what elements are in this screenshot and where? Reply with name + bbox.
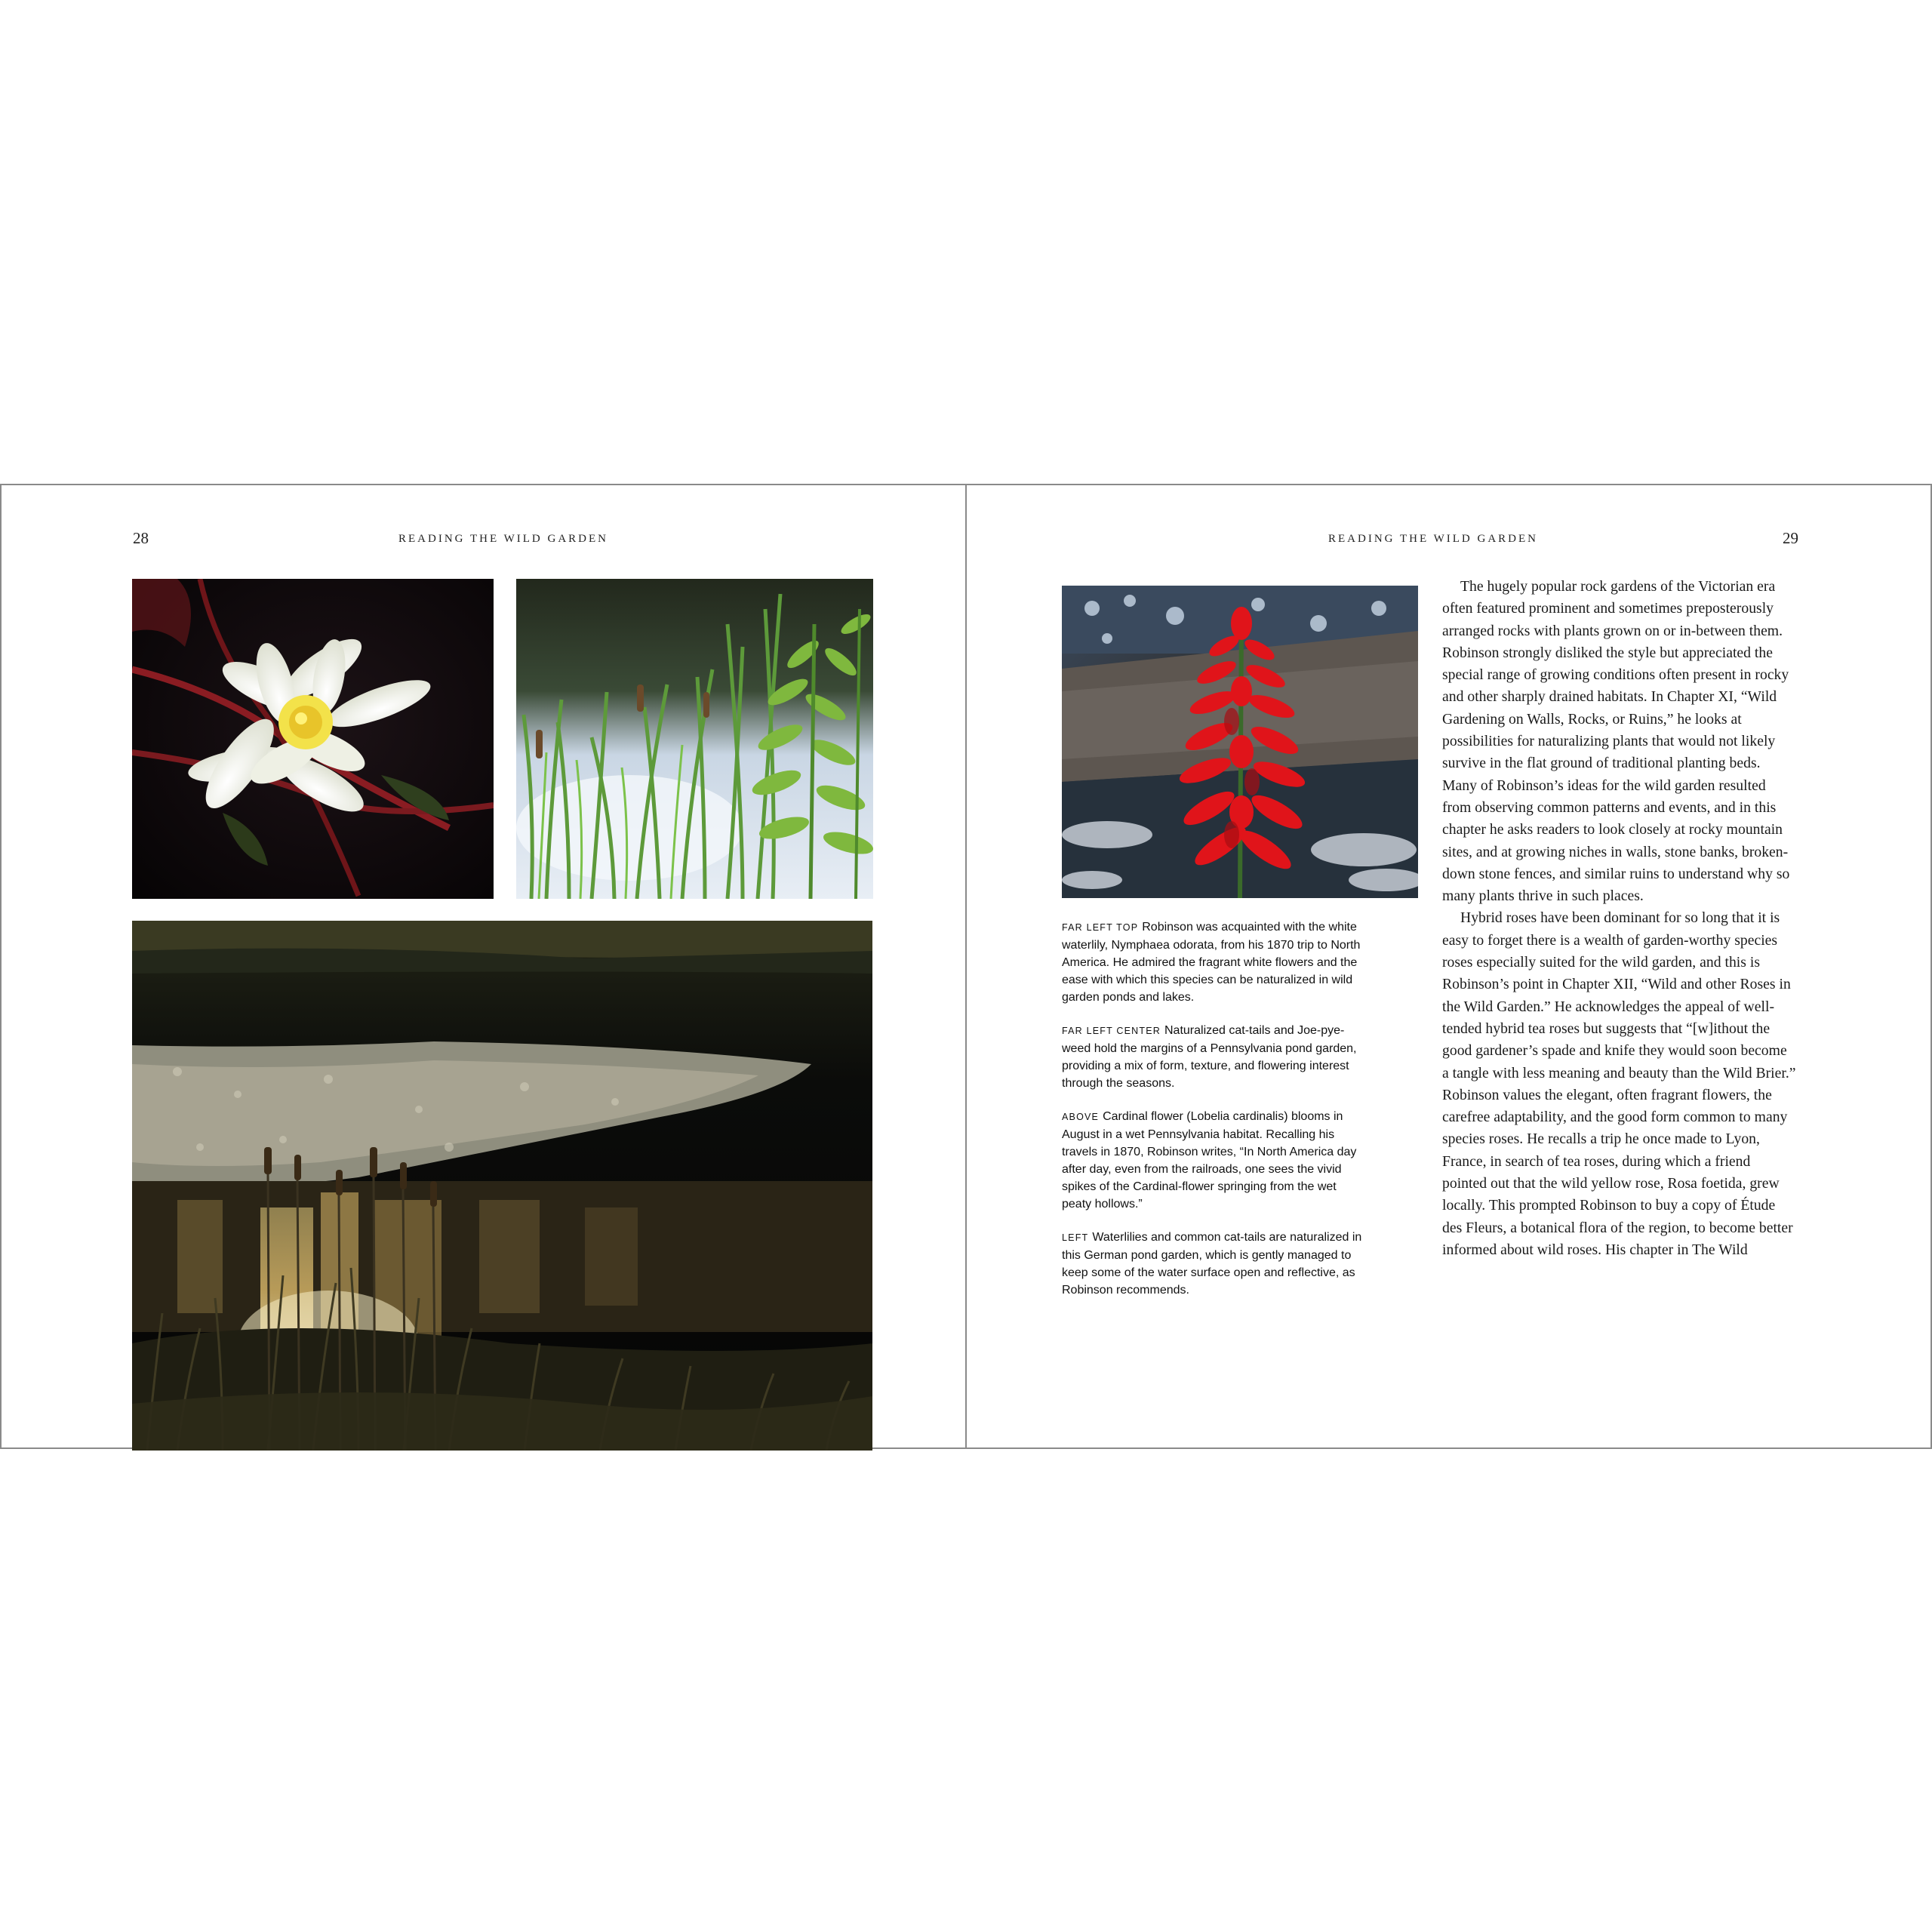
caption-left bbox=[1062, 1229, 1364, 1299]
page-number: 29 bbox=[1783, 529, 1798, 547]
caption-text: Waterlilies and common cat-tails are naturalized in this German pond garden, which is gently managed to keep some of the water surface open and reflective, as Robinson recommends. bbox=[1062, 1231, 1362, 1297]
body-paragraph: Hybrid roses have been dominant for so long that it is easy to forget there is a wealth of garden-worthy species roses especially suited for the wild garden, and this is Robinson’s point in Chapter XII, “Wild and other Roses in the Wild Garden.” He acknowledges the appeal of well-tended hybrid tea roses but suggests that “[w]ithout the good gardener’s spade and knife they would soon become a tangle with less meaning and beauty than the Wild Brier.” Robinson values the elegant, often fragrant flowers, the carefree adaptability, and the good form common to many species roses. He recalls a trip he once made to Lyon, France, in search of tea roses, during which a friend pointed out that the wild yellow rose, Rosa foetida, grew locally. This prompted Robinson to buy a copy of Étude des Fleurs, a botanical flora of the region, to become better informed about wild roses. His chapter in The Wild bbox=[1442, 909, 1796, 1258]
caption-above bbox=[1062, 1108, 1364, 1213]
caption-label: LEFT bbox=[1062, 1232, 1089, 1243]
body-paragraph: The hugely popular rock gardens of the Victorian era often featured prominent and sometimes preposterously arranged rocks with plants grown on or in-between them. Robinson strongly disliked the style but appreciated the special range of growing conditions often present in rocky and other sharply drained habitats. In Chapter XI, “Wild Gardening on Walls, Rocks, or Ruins,” he looks at possibilities for naturalizing plants that would not likely survive in the flat ground of traditional planting beds. Many of Robinson’s ideas for the wild garden resulted from observing common patterns and events, and in this chapter he asks readers to look closely at rocky mountain sites, and at growing niches in walls, stone banks, broken-down stone fences, and similar ruins to understand why so many plants thrive in such places. bbox=[1442, 578, 1790, 905]
right-page bbox=[966, 485, 1932, 1447]
page-number: 28 bbox=[133, 529, 149, 547]
photo-captions bbox=[1062, 918, 1364, 1315]
left-page bbox=[0, 485, 966, 1447]
caption-label: ABOVE bbox=[1062, 1112, 1100, 1122]
pond-photo bbox=[132, 921, 872, 1451]
book-spread bbox=[0, 484, 1932, 1449]
caption-far-left-center bbox=[1062, 1022, 1364, 1092]
caption-text: Cardinal flower (Lobelia cardinalis) blooms in August in a wet Pennsylvania habitat. Recalling his travels in 1870, Robinson writes, “In North America day after day, even from the railroads, one sees the vivid spikes of the Cardinal-flower springing from the wet peaty hollows.” bbox=[1062, 1110, 1357, 1211]
caption-text: Naturalized cat-tails and Joe-pye-weed hold the margins of a Pennsylvania pond garden, providing a mix of form, texture, and flowering interest through the seasons. bbox=[1062, 1024, 1357, 1090]
caption-label: FAR LEFT TOP bbox=[1062, 922, 1139, 933]
body-text bbox=[1442, 576, 1797, 1261]
cattails-photo bbox=[516, 579, 873, 899]
caption-text: Robinson was acquainted with the white waterlily, Nymphaea odorata, from his 1870 trip to North America. He admired the fragrant white flowers and the ease with which this species can be naturalized in wild garden ponds and lakes. bbox=[1062, 921, 1361, 1004]
caption-label: FAR LEFT CENTER bbox=[1062, 1026, 1161, 1036]
caption-far-left-top bbox=[1062, 918, 1364, 1006]
running-head: READING THE WILD GARDEN bbox=[1328, 533, 1539, 545]
cardinal-flower-photo bbox=[1062, 586, 1418, 898]
waterlily-photo bbox=[132, 579, 494, 899]
running-head: READING THE WILD GARDEN bbox=[398, 533, 609, 545]
